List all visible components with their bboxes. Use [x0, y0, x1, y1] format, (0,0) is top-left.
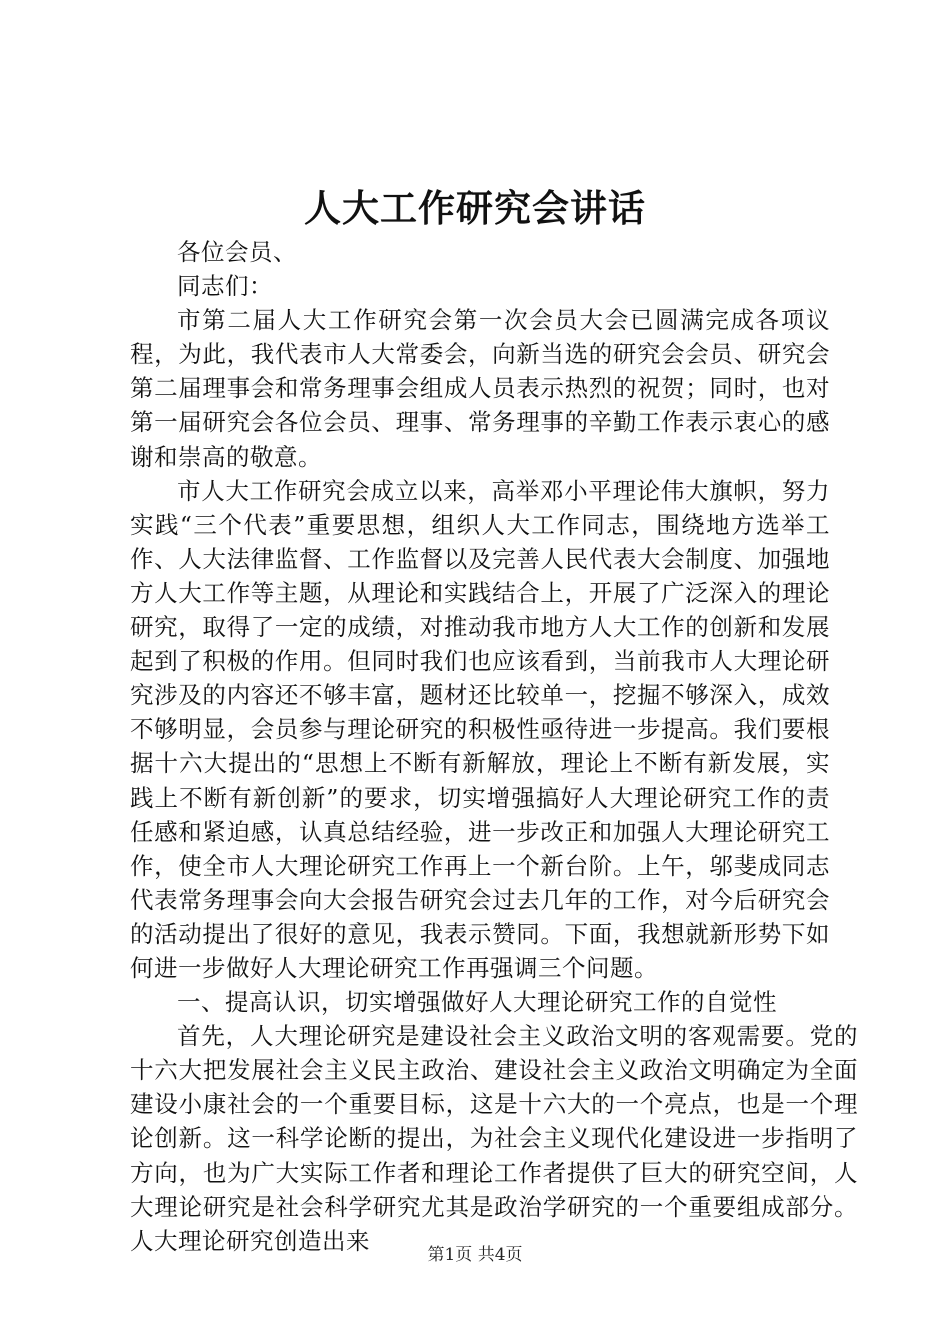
document-body	[130, 235, 858, 1258]
salutation-line-2: 同志们：	[177, 272, 273, 301]
section-heading-1: 一、提高认识，切实增强做好人大理论研究工作的自觉性	[177, 988, 777, 1017]
page-footer: 第1页 共4页	[427, 1245, 523, 1265]
document-title: 人大工作研究会讲话	[304, 186, 646, 230]
paragraph-opening: 市第二届人大工作研究会第一次会员大会已圆满完成各项议程，为此，我代表市人大常委会，向新当选的研究会会员、研究会第二届理事会和常务理事会组成人员表示热烈的祝贺；同时，也对第一届研究会各位会员、理事、常务理事的辛勤工作表示衷心的感谢和崇高的敬意。	[130, 306, 830, 471]
paragraph-first-point: 首先，人大理论研究是建设社会主义政治文明的客观需要。党的十六大把发展社会主义民主政治、建设社会主义政治文明确定为全面建设小康社会的一个重要目标，这是十六大的一个亮点，也是一个理论创新。这一科学论断的提出，为社会主义现代化建设进一步指明了方向，也为广大实际工作者和理论工作者提供了巨大的研究空间，人大理论研究是社会科学研究尤其是政治学研究的一个重要组成部分。人大理论研究创造出来	[130, 1022, 858, 1255]
paragraph-review: 市人大工作研究会成立以来，高举邓小平理论伟大旗帜，努力实践“三个代表”重要思想，组织人大工作同志，围绕地方选举工作、人大法律监督、工作监督以及完善人民代表大会制度、加强地方人大工作等主题，从理论和实践结合上，开展了广泛深入的理论研究，取得了一定的成绩，对推动我市地方人大工作的创新和发展起到了积极的作用。但同时我们也应该看到，当前我市人大理论研究涉及的内容还不够丰富，题材还比较单一，挖掘不够深入，成效不够明显，会员参与理论研究的积极性亟待进一步提高。我们要根据十六大提出的“思想上不断有新解放，理论上不断有新发展，实践上不断有新创新”的要求，切实增强搞好人大理论研究工作的责任感和紧迫感，认真总结经验，进一步改正和加强人大理论研究工作，使全市人大理论研究工作再上一个新台阶。上午，邬斐成同志代表常务理事会向大会报告研究会过去几年的工作，对今后研究会的活动提出了很好的意见，我表示赞同。下面，我想就新形势下如何进一步做好人大理论研究工作再强调三个问题。	[130, 476, 830, 982]
salutation-line-1: 各位会员、	[177, 238, 297, 266]
